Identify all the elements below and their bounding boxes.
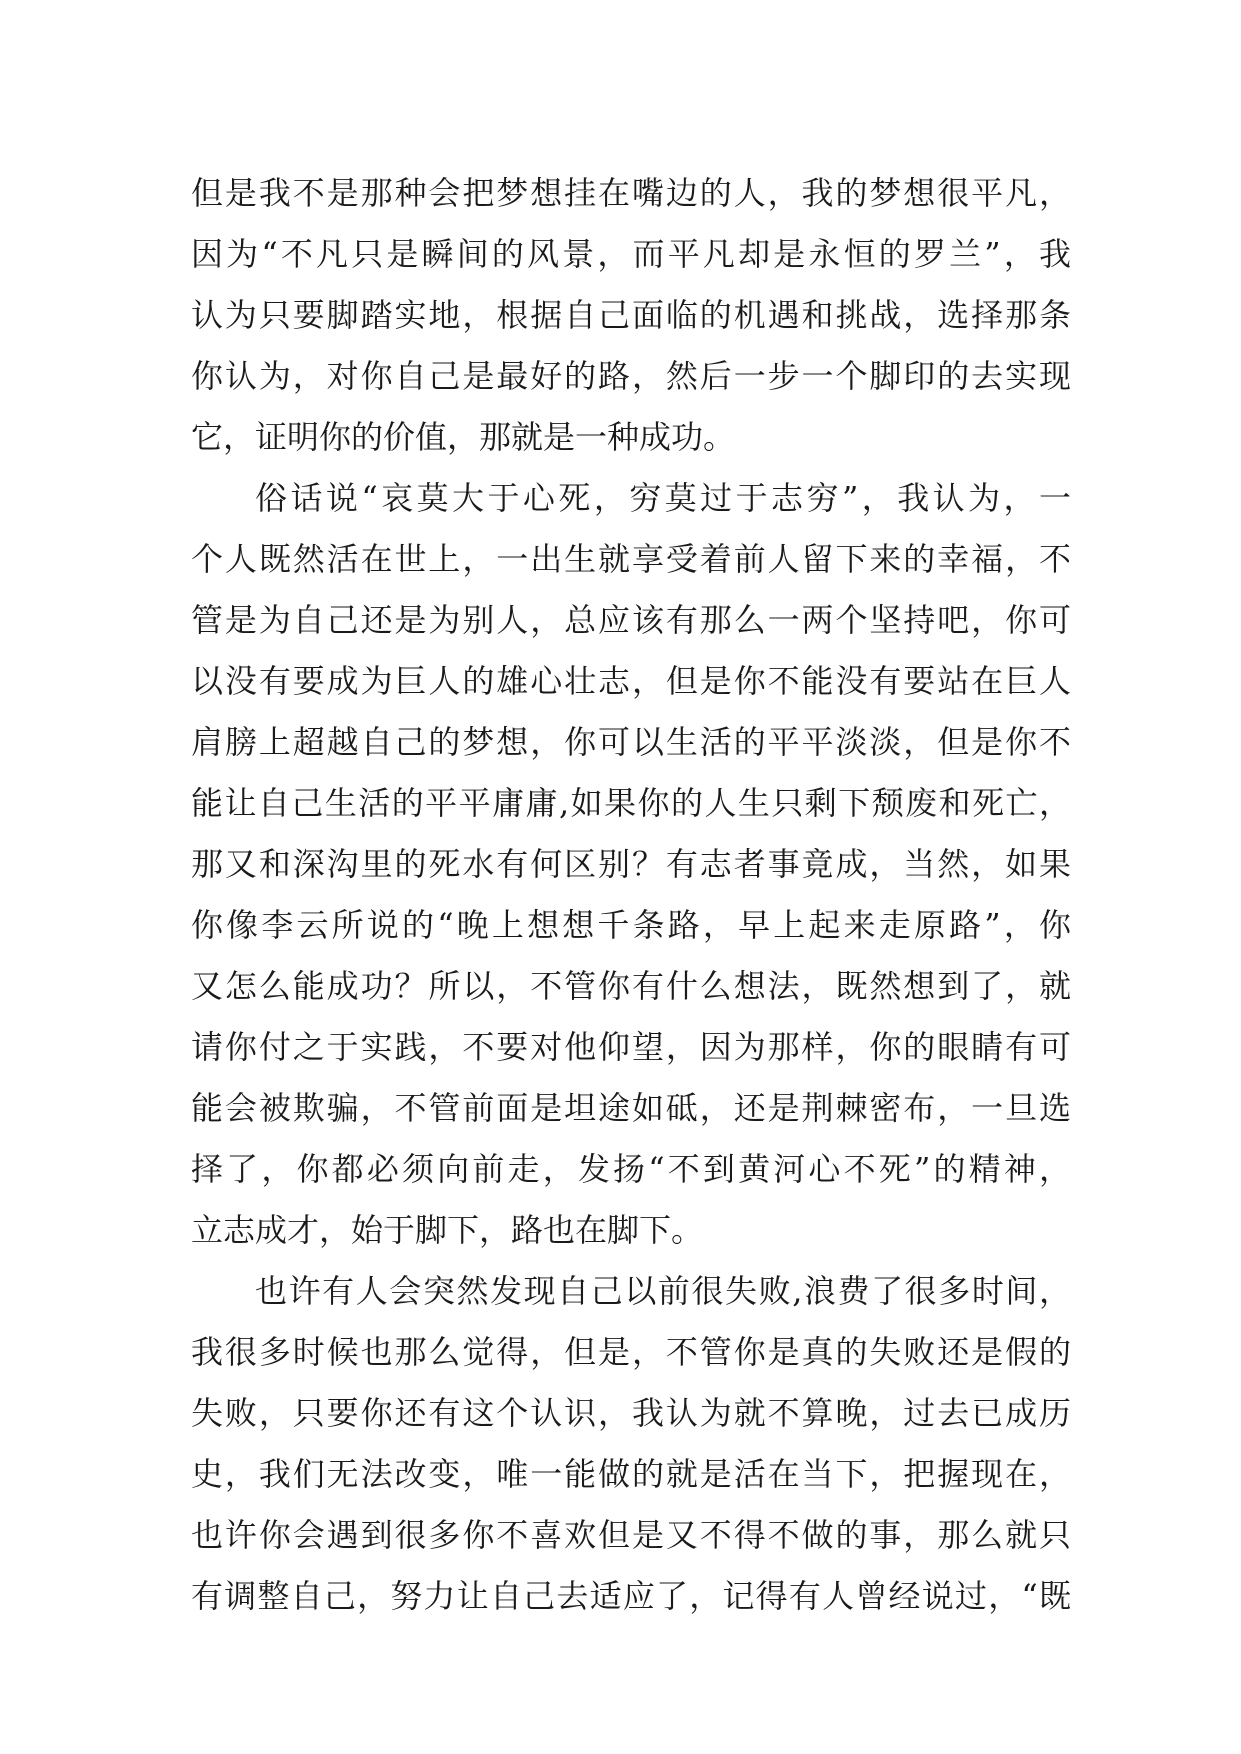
paragraph-2 <box>191 468 1071 1261</box>
text-line: 择了，你都必须向前走，发扬“不到黄河心不死”的精神， <box>191 1150 1071 1188</box>
text-line: 失败，只要你还有这个认识，我认为就不算晚，过去已成历 <box>191 1394 1071 1432</box>
text-line: 肩膀上超越自己的梦想，你可以生活的平平淡淡，但是你不 <box>191 723 1071 761</box>
text-line: 管是为自己还是为别人，总应该有那么一两个坚持吧，你可 <box>191 601 1071 639</box>
text-line: 俗话说“哀莫大于心死，穷莫过于志穷”，我认为，一 <box>255 479 1071 517</box>
text-line: 请你付之于实践，不要对他仰望，因为那样，你的眼睛有可 <box>191 1028 1071 1066</box>
text-line: 也许你会遇到很多你不喜欢但是又不得不做的事，那么就只 <box>191 1516 1071 1554</box>
text-line: 立志成才，始于脚下，路也在脚下。 <box>191 1211 704 1249</box>
text-line: 那又和深沟里的死水有何区别？有志者事竟成，当然，如果 <box>191 845 1071 883</box>
text-line: 能让自己生活的平平庸庸,如果你的人生只剩下颓废和死亡， <box>191 784 1071 822</box>
text-line: 你像李云所说的“晚上想想千条路，早上起来走原路”，你 <box>191 906 1071 944</box>
text-line: 史，我们无法改变，唯一能做的就是活在当下，把握现在， <box>191 1455 1071 1493</box>
text-line: 它，证明你的价值，那就是一种成功。 <box>191 418 736 456</box>
paragraph-1 <box>191 163 1071 468</box>
text-line: 认为只要脚踏实地，根据自己面临的机遇和挑战，选择那条 <box>191 296 1071 334</box>
text-line: 个人既然活在世上，一出生就享受着前人留下来的幸福，不 <box>191 540 1071 578</box>
text-line: 又怎么能成功？所以，不管你有什么想法，既然想到了，就 <box>191 967 1071 1005</box>
text-line: 因为“不凡只是瞬间的风景，而平凡却是永恒的罗兰”，我 <box>191 235 1071 273</box>
text-line: 以没有要成为巨人的雄心壮志，但是你不能没有要站在巨人 <box>191 662 1071 700</box>
text-line: 也许有人会突然发现自己以前很失败,浪费了很多时间， <box>255 1272 1071 1310</box>
text-line: 我很多时候也那么觉得，但是，不管你是真的失败还是假的 <box>191 1333 1071 1371</box>
document-body <box>191 163 1071 1627</box>
paragraph-3 <box>191 1261 1071 1627</box>
text-line: 但是我不是那种会把梦想挂在嘴边的人，我的梦想很平凡， <box>191 174 1071 212</box>
text-line: 能会被欺骗，不管前面是坦途如砥，还是荆棘密布，一旦选 <box>191 1089 1071 1127</box>
text-line: 你认为，对你自己是最好的路，然后一步一个脚印的去实现 <box>191 357 1071 395</box>
text-line: 有调整自己，努力让自己去适应了，记得有人曾经说过，“既 <box>191 1577 1071 1615</box>
